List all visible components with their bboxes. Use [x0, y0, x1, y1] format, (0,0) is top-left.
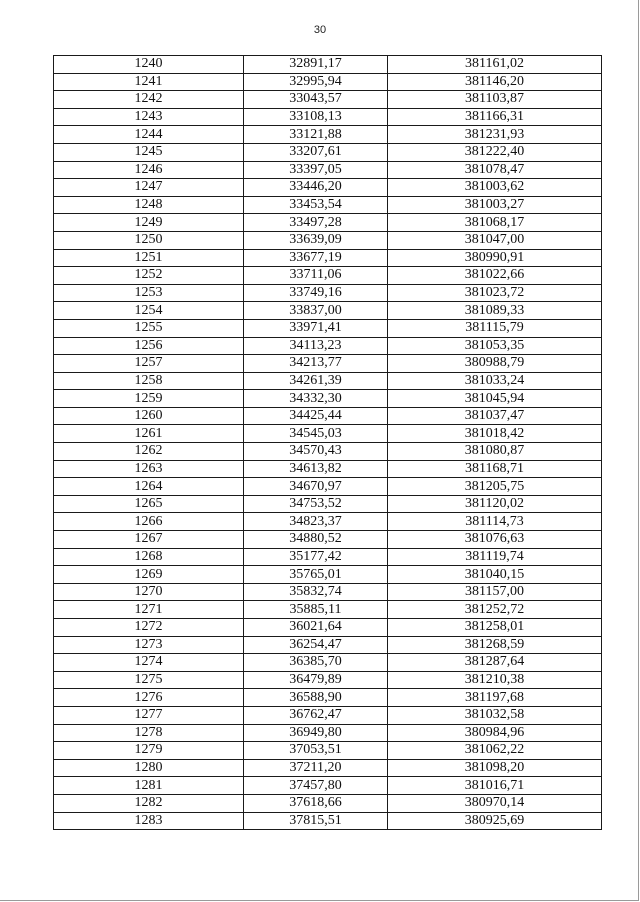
x-coordinate-cell: 33207,61 [244, 143, 388, 161]
x-coordinate-cell: 33971,41 [244, 319, 388, 337]
x-coordinate-cell: 36385,70 [244, 654, 388, 672]
table-row [54, 724, 602, 742]
point-number-cell: 1248 [54, 196, 244, 214]
y-coordinate-cell: 381016,71 [388, 777, 602, 795]
point-number-cell: 1243 [54, 108, 244, 126]
x-coordinate-cell: 32891,17 [244, 56, 388, 74]
point-number-cell: 1270 [54, 583, 244, 601]
x-coordinate-cell: 36949,80 [244, 724, 388, 742]
x-coordinate-cell: 33497,28 [244, 214, 388, 232]
table-row [54, 531, 602, 549]
table-row [54, 390, 602, 408]
point-number-cell: 1259 [54, 390, 244, 408]
x-coordinate-cell: 33121,88 [244, 126, 388, 144]
table-row [54, 372, 602, 390]
x-coordinate-cell: 34670,97 [244, 478, 388, 496]
y-coordinate-cell: 381076,63 [388, 531, 602, 549]
x-coordinate-cell: 36021,64 [244, 619, 388, 637]
y-coordinate-cell: 380925,69 [388, 812, 602, 830]
table-row [54, 654, 602, 672]
y-coordinate-cell: 381166,31 [388, 108, 602, 126]
point-number-cell: 1258 [54, 372, 244, 390]
point-number-cell: 1264 [54, 478, 244, 496]
point-number-cell: 1245 [54, 143, 244, 161]
y-coordinate-cell: 381205,75 [388, 478, 602, 496]
x-coordinate-cell: 32995,94 [244, 73, 388, 91]
y-coordinate-cell: 381146,20 [388, 73, 602, 91]
coordinates-table [53, 55, 602, 830]
table-row [54, 601, 602, 619]
table-row [54, 619, 602, 637]
point-number-cell: 1256 [54, 337, 244, 355]
table-row [54, 759, 602, 777]
x-coordinate-cell: 35765,01 [244, 566, 388, 584]
table-row [54, 478, 602, 496]
table-row [54, 742, 602, 760]
y-coordinate-cell: 381119,74 [388, 548, 602, 566]
table-row [54, 267, 602, 285]
table-row [54, 231, 602, 249]
x-coordinate-cell: 37815,51 [244, 812, 388, 830]
x-coordinate-cell: 37618,66 [244, 794, 388, 812]
y-coordinate-cell: 381252,72 [388, 601, 602, 619]
y-coordinate-cell: 381003,27 [388, 196, 602, 214]
y-coordinate-cell: 381078,47 [388, 161, 602, 179]
table-row [54, 143, 602, 161]
point-number-cell: 1254 [54, 302, 244, 320]
table-row [54, 495, 602, 513]
point-number-cell: 1247 [54, 179, 244, 197]
x-coordinate-cell: 34113,23 [244, 337, 388, 355]
table-row [54, 108, 602, 126]
y-coordinate-cell: 381115,79 [388, 319, 602, 337]
x-coordinate-cell: 33108,13 [244, 108, 388, 126]
x-coordinate-cell: 33837,00 [244, 302, 388, 320]
point-number-cell: 1261 [54, 425, 244, 443]
x-coordinate-cell: 34753,52 [244, 495, 388, 513]
table-row [54, 777, 602, 795]
y-coordinate-cell: 381003,62 [388, 179, 602, 197]
point-number-cell: 1281 [54, 777, 244, 795]
y-coordinate-cell: 380988,79 [388, 355, 602, 373]
point-number-cell: 1276 [54, 689, 244, 707]
y-coordinate-cell: 381018,42 [388, 425, 602, 443]
point-number-cell: 1244 [54, 126, 244, 144]
y-coordinate-cell: 380984,96 [388, 724, 602, 742]
x-coordinate-cell: 37053,51 [244, 742, 388, 760]
y-coordinate-cell: 381168,71 [388, 460, 602, 478]
y-coordinate-cell: 381258,01 [388, 619, 602, 637]
point-number-cell: 1249 [54, 214, 244, 232]
table-row [54, 73, 602, 91]
x-coordinate-cell: 34213,77 [244, 355, 388, 373]
table-row [54, 706, 602, 724]
point-number-cell: 1278 [54, 724, 244, 742]
x-coordinate-cell: 33677,19 [244, 249, 388, 267]
table-row [54, 443, 602, 461]
y-coordinate-cell: 381040,15 [388, 566, 602, 584]
table-row [54, 566, 602, 584]
point-number-cell: 1267 [54, 531, 244, 549]
table-row [54, 513, 602, 531]
table-row [54, 284, 602, 302]
point-number-cell: 1275 [54, 671, 244, 689]
point-number-cell: 1246 [54, 161, 244, 179]
x-coordinate-cell: 36254,47 [244, 636, 388, 654]
x-coordinate-cell: 37457,80 [244, 777, 388, 795]
y-coordinate-cell: 381053,35 [388, 337, 602, 355]
point-number-cell: 1253 [54, 284, 244, 302]
y-coordinate-cell: 381197,68 [388, 689, 602, 707]
point-number-cell: 1272 [54, 619, 244, 637]
x-coordinate-cell: 36762,47 [244, 706, 388, 724]
x-coordinate-cell: 33711,06 [244, 267, 388, 285]
point-number-cell: 1280 [54, 759, 244, 777]
point-number-cell: 1282 [54, 794, 244, 812]
point-number-cell: 1251 [54, 249, 244, 267]
y-coordinate-cell: 381120,02 [388, 495, 602, 513]
point-number-cell: 1255 [54, 319, 244, 337]
y-coordinate-cell: 381098,20 [388, 759, 602, 777]
table-row [54, 407, 602, 425]
point-number-cell: 1283 [54, 812, 244, 830]
x-coordinate-cell: 33639,09 [244, 231, 388, 249]
x-coordinate-cell: 35832,74 [244, 583, 388, 601]
x-coordinate-cell: 34570,43 [244, 443, 388, 461]
point-number-cell: 1277 [54, 706, 244, 724]
point-number-cell: 1279 [54, 742, 244, 760]
y-coordinate-cell: 381047,00 [388, 231, 602, 249]
y-coordinate-cell: 381023,72 [388, 284, 602, 302]
point-number-cell: 1273 [54, 636, 244, 654]
table-row [54, 56, 602, 74]
point-number-cell: 1263 [54, 460, 244, 478]
y-coordinate-cell: 381157,00 [388, 583, 602, 601]
table-row [54, 196, 602, 214]
y-coordinate-cell: 381089,33 [388, 302, 602, 320]
y-coordinate-cell: 381268,59 [388, 636, 602, 654]
y-coordinate-cell: 381062,22 [388, 742, 602, 760]
point-number-cell: 1257 [54, 355, 244, 373]
table-row [54, 355, 602, 373]
point-number-cell: 1271 [54, 601, 244, 619]
y-coordinate-cell: 381210,38 [388, 671, 602, 689]
table-row [54, 812, 602, 830]
y-coordinate-cell: 381103,87 [388, 91, 602, 109]
y-coordinate-cell: 381068,17 [388, 214, 602, 232]
x-coordinate-cell: 34545,03 [244, 425, 388, 443]
point-number-cell: 1269 [54, 566, 244, 584]
point-number-cell: 1274 [54, 654, 244, 672]
table-row [54, 460, 602, 478]
x-coordinate-cell: 35177,42 [244, 548, 388, 566]
y-coordinate-cell: 380970,14 [388, 794, 602, 812]
table-row [54, 161, 602, 179]
x-coordinate-cell: 33446,20 [244, 179, 388, 197]
point-number-cell: 1250 [54, 231, 244, 249]
x-coordinate-cell: 33749,16 [244, 284, 388, 302]
x-coordinate-cell: 33397,05 [244, 161, 388, 179]
x-coordinate-cell: 34880,52 [244, 531, 388, 549]
table-row [54, 319, 602, 337]
y-coordinate-cell: 381287,64 [388, 654, 602, 672]
x-coordinate-cell: 34823,37 [244, 513, 388, 531]
table-row [54, 214, 602, 232]
table-row [54, 636, 602, 654]
x-coordinate-cell: 35885,11 [244, 601, 388, 619]
point-number-cell: 1242 [54, 91, 244, 109]
y-coordinate-cell: 381037,47 [388, 407, 602, 425]
y-coordinate-cell: 381161,02 [388, 56, 602, 74]
table-row [54, 337, 602, 355]
point-number-cell: 1262 [54, 443, 244, 461]
table-row [54, 689, 602, 707]
x-coordinate-cell: 34425,44 [244, 407, 388, 425]
point-number-cell: 1268 [54, 548, 244, 566]
table-row [54, 249, 602, 267]
y-coordinate-cell: 381045,94 [388, 390, 602, 408]
x-coordinate-cell: 36588,90 [244, 689, 388, 707]
y-coordinate-cell: 381022,66 [388, 267, 602, 285]
x-coordinate-cell: 37211,20 [244, 759, 388, 777]
table-row [54, 126, 602, 144]
x-coordinate-cell: 34261,39 [244, 372, 388, 390]
y-coordinate-cell: 381114,73 [388, 513, 602, 531]
point-number-cell: 1265 [54, 495, 244, 513]
table-row [54, 583, 602, 601]
point-number-cell: 1266 [54, 513, 244, 531]
y-coordinate-cell: 381080,87 [388, 443, 602, 461]
x-coordinate-cell: 33043,57 [244, 91, 388, 109]
point-number-cell: 1241 [54, 73, 244, 91]
table-row [54, 179, 602, 197]
y-coordinate-cell: 381033,24 [388, 372, 602, 390]
table-row [54, 425, 602, 443]
x-coordinate-cell: 33453,54 [244, 196, 388, 214]
table-row [54, 91, 602, 109]
page-number: 30 [313, 24, 327, 36]
point-number-cell: 1260 [54, 407, 244, 425]
table-row [54, 548, 602, 566]
x-coordinate-cell: 36479,89 [244, 671, 388, 689]
x-coordinate-cell: 34613,82 [244, 460, 388, 478]
y-coordinate-cell: 381231,93 [388, 126, 602, 144]
table-row [54, 671, 602, 689]
y-coordinate-cell: 381032,58 [388, 706, 602, 724]
y-coordinate-cell: 381222,40 [388, 143, 602, 161]
table-row [54, 302, 602, 320]
table-row [54, 794, 602, 812]
coordinates-table-body [54, 56, 602, 830]
point-number-cell: 1240 [54, 56, 244, 74]
point-number-cell: 1252 [54, 267, 244, 285]
x-coordinate-cell: 34332,30 [244, 390, 388, 408]
y-coordinate-cell: 380990,91 [388, 249, 602, 267]
